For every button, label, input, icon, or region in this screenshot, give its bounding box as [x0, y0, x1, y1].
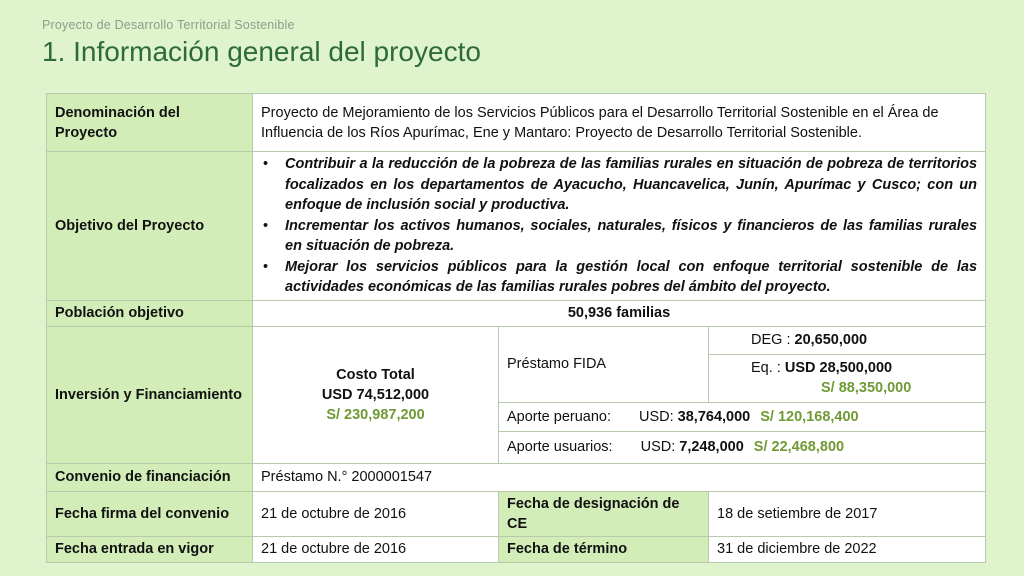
aporte-usuarios-cell — [499, 431, 986, 463]
fecha-designacion-ce-value: 18 de setiembre de 2017 — [709, 491, 986, 536]
fecha-designacion-ce-label: Fecha de designación de CE — [499, 491, 709, 536]
deg-cell — [709, 326, 986, 354]
slide-subtitle: Proyecto de Desarrollo Territorial Sostenible — [42, 18, 295, 32]
poblacion-label: Población objetivo — [47, 300, 253, 326]
aporte-peruano-usd-label: USD: — [639, 408, 678, 425]
fecha-entrada-value: 21 de octubre de 2016 — [253, 536, 499, 562]
aporte-usuarios-usd-label: USD: — [640, 439, 680, 455]
aporte-peruano-soles: S/ 120,168,400 — [760, 408, 859, 425]
fecha-termino-value: 31 de diciembre de 2022 — [709, 536, 986, 562]
eq-label: Eq. : — [751, 360, 785, 376]
fecha-entrada-label: Fecha entrada en vigor — [47, 536, 253, 562]
objetivo-bullet-2: • Incrementar los activos humanos, sociales, naturales, físicos y financieros de las familias rurales en situación de pobreza. — [261, 216, 977, 257]
poblacion-value: 50,936 familias — [253, 300, 986, 326]
fecha-firma-label: Fecha firma del convenio — [47, 491, 253, 536]
project-info-table — [46, 93, 986, 563]
inversion-label: Inversión y Financiamiento — [47, 326, 253, 463]
convenio-label: Convenio de financiación — [47, 463, 253, 491]
slide-title: 1. Información general del proyecto — [42, 36, 481, 67]
aporte-peruano-label: Aporte peruano: — [507, 408, 611, 425]
prestamo-fida-label: Préstamo FIDA — [499, 326, 709, 402]
fecha-termino-label: Fecha de término — [499, 536, 709, 562]
aporte-usuarios-soles: S/ 22,468,800 — [753, 439, 845, 455]
fecha-firma-value: 21 de octubre de 2016 — [253, 491, 499, 536]
denominacion-value: Proyecto de Mejoramiento de los Servicios Públicos para el Desarrollo Territorial Sostenible en el Área de Influencia de los Ríos Apurímac, Ene y Mantaro: Proyecto de Desarrollo Territorial Sostenible. — [253, 94, 986, 152]
eq-usd: USD 28,500,000 — [784, 360, 893, 376]
eq-soles: S/ 88,350,000 — [821, 380, 912, 396]
objetivo-value — [253, 152, 986, 301]
objetivo-bullet-3: • Mejorar los servicios públicos para la gestión local con enfoque territorial sostenible de las actividades económicas de las familias rurales pobres del ámbito del proyecto. — [261, 257, 977, 298]
deg-label: DEG : — [751, 332, 795, 348]
costo-total-cell — [253, 326, 499, 463]
convenio-value: Préstamo N.° 2000001547 — [253, 463, 986, 491]
costo-total-usd: USD 74,512,000 — [321, 386, 430, 403]
costo-total-soles: S/ 230,987,200 — [326, 406, 425, 423]
denominacion-label: Denominación del Proyecto — [47, 94, 253, 152]
deg-value: 20,650,000 — [794, 332, 868, 348]
aporte-peruano-usd: 38,764,000 — [677, 408, 751, 425]
objetivo-label: Objetivo del Proyecto — [47, 152, 253, 301]
aporte-usuarios-usd: 7,248,000 — [679, 439, 744, 455]
objetivo-bullet-1: • Contribuir a la reducción de la pobreza de las familias rurales en situación de pobreza de territorios focalizados en los departamentos de Ayacucho, Huancavelica, Junín, Apurímac y Cusco; con un enfoque de inclusión social y productiva. — [261, 154, 977, 216]
eq-cell — [709, 354, 986, 402]
aporte-usuarios-label: Aporte usuarios: — [507, 439, 613, 455]
costo-total-label: Costo Total — [336, 366, 415, 383]
aporte-peruano-cell — [499, 402, 986, 431]
